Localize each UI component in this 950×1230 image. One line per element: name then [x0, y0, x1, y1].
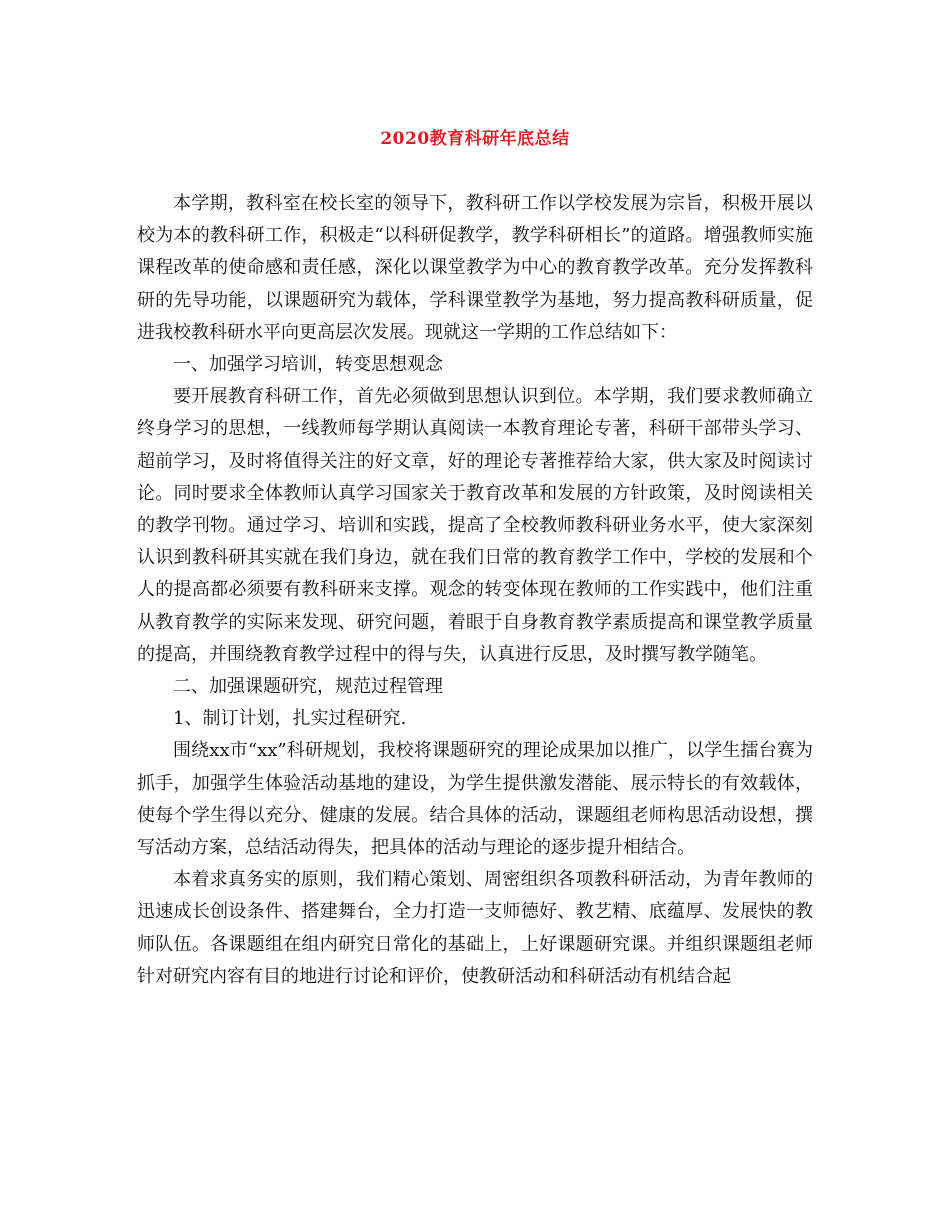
subsection-heading-2-1: 1、制订计划，扎实过程研究.: [173, 708, 407, 730]
section-heading-2: 二、加强课题研究，规范过程管理: [173, 676, 443, 698]
paragraph-section-2-a: 围绕xx市“xx”科研规划，我校将课题研究的理论成果加以推广，以学生擂台赛为抓手，加强学生体验活动基地的建设，为学生提供激发潜能、展示特长的有效载体，使每个学生得以充分、健康的发展。结合具体的活动，课题组老师构思活动设想，撰写活动方案，总结活动得失，把具体的活动与理论的逐步提升相结合。: [137, 740, 813, 859]
section-heading-1: 一、加强学习培训，转变思想观念: [173, 354, 443, 376]
paragraph-section-1: 要开展教育科研工作，首先必须做到思想认识到位。本学期，我们要求教师确立终身学习的思想，一线教师每学期认真阅读一本教育理论专著，科研干部带头学习、超前学习，及时将值得关注的好文章，好的理论专著推荐给大家，供大家及时阅读讨论。同时要求全体教师认真学习国家关于教育改革和发展的方针政策，及时阅读相关的教学刊物。通过学习、培训和实践，提高了全校教师教科研业务水平，使大家深刻认识到教科研其实就在我们身边，就在我们日常的教育教学工作中，学校的发展和个人的提高都必须要有教科研来支撑。观念的转变体现在教师的工作实践中，他们注重从教育教学的实际来发现、研究问题，着眼于自身教育教学素质提高和课堂教学质量的提高，并围绕教育教学过程中的得与失，认真进行反思，及时撰写教学随笔。: [137, 386, 813, 665]
paragraph-section-2-b: 本着求真务实的原则，我们精心策划、周密组织各项教科研活动，为青年教师的迅速成长创设条件、搭建舞台，全力打造一支师德好、教艺精、底蕴厚、发展快的教师队伍。各课题组在组内研究日常化的基础上，上好课题研究课。并组织课题组老师针对研究内容有目的地进行讨论和评价，使教研活动和科研活动有机结合起: [137, 869, 813, 987]
document-body: [137, 188, 813, 993]
document-title: 2020教育科研年底总结: [380, 129, 570, 149]
paragraph-intro: 本学期，教科室在校长室的领导下，教科研工作以学校发展为宗旨，积极开展以校为本的教科研工作，积极走“以科研促教学，教学科研相长”的道路。增强教师实施课程改革的使命感和责任感，深化以课堂教学为中心的教育教学改革。充分发挥教科研的先导功能，以课题研究为载体，学科课堂教学为基地，努力提高教科研质量，促进我校教科研水平向更高层次发展。现就这一学期的工作总结如下：: [137, 193, 813, 343]
